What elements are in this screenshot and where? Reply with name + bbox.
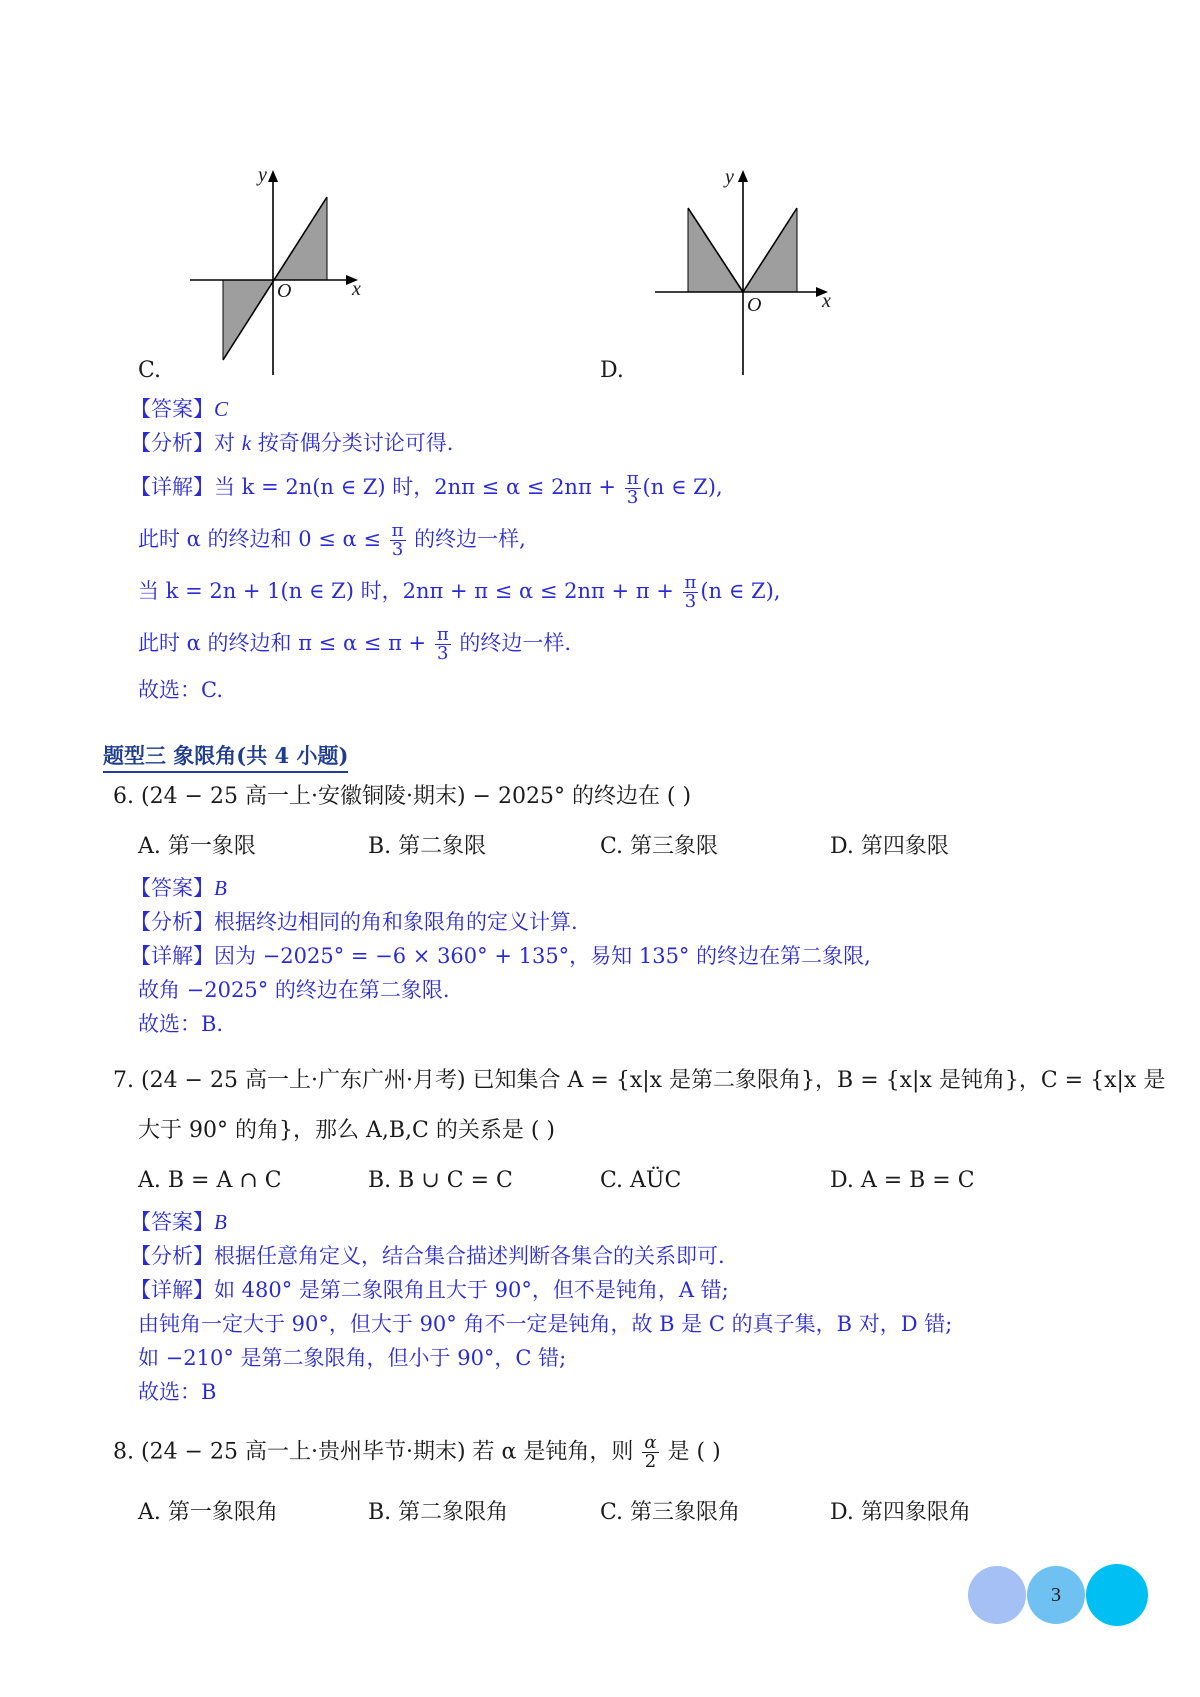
q5-answer-value: C xyxy=(214,397,229,421)
q7-answer-tag: 【答案】 xyxy=(130,1210,214,1234)
footer-circle-right xyxy=(1086,1564,1148,1626)
q5-detail-2-post: 的终边一样, xyxy=(407,527,526,551)
q8-stem-post: 是 ( ) xyxy=(660,1439,721,1465)
q6-analysis xyxy=(130,908,578,936)
q6-answer xyxy=(130,874,227,902)
footer-circle-left xyxy=(968,1566,1026,1624)
q7-analysis-tag: 【分析】 xyxy=(130,1244,214,1268)
q7-detail-3: 如 −210° 是第二象限角，但小于 90°，C 错; xyxy=(138,1346,567,1370)
fraction-numerator: π xyxy=(684,572,697,593)
q7-stem-line-1: 7. (24 − 25 高一上·广东广州·月考) 已知集合 A = {x|x 是第二象限角}，B = {x|x 是钝角}，C = {x|x 是 xyxy=(113,1068,1166,1093)
q6-option-c: C. 第三象限 xyxy=(600,834,719,859)
q5-detail-2-pre: 此时 α 的终边和 0 ≤ α ≤ xyxy=(138,527,388,551)
q8-fraction xyxy=(642,1434,658,1471)
fraction-numerator: α xyxy=(644,1432,657,1453)
graph-d-figure xyxy=(655,170,840,375)
fraction-numerator: π xyxy=(626,468,639,489)
q7-detail-tag: 【详解】 xyxy=(130,1278,214,1302)
q5-detail-2-fraction xyxy=(390,522,406,559)
q5-analysis-k: k xyxy=(241,431,252,455)
q5-analysis-post: 按奇偶分类讨论可得. xyxy=(251,431,454,455)
q7-analysis-text: 根据任意角定义，结合集合描述判断各集合的关系即可. xyxy=(214,1244,725,1268)
q5-detail-tag: 【详解】 xyxy=(130,475,214,499)
q6-stem: 6. (24 − 25 高一上·安徽铜陵·期末) − 2025° 的终边在 ( ) xyxy=(113,784,692,809)
q8-stem xyxy=(113,1434,721,1471)
graph-c-option-label: C. xyxy=(138,358,162,383)
q5-detail-3-pre: 当 k = 2n + 1(n ∈ Z) 时，2nπ + π ≤ α ≤ 2nπ + π + xyxy=(138,579,681,603)
q5-detail-1 xyxy=(130,470,723,507)
q6-option-d: D. 第四象限 xyxy=(830,834,949,859)
section-title: 题型三 象限角(共 4 小题) xyxy=(103,740,348,773)
q7-detail-2: 由钝角一定大于 90°，但大于 90° 角不一定是钝角，故 B 是 C 的真子集，B 对，D 错; xyxy=(138,1312,953,1336)
q6-detail-1 xyxy=(130,942,871,970)
graph-d-x-label: x xyxy=(822,290,831,312)
q5-analysis xyxy=(130,429,453,457)
graph-d-origin-label: O xyxy=(747,294,762,316)
q8-stem-pre: 8. (24 − 25 高一上·贵州毕节·期末) 若 α 是钝角，则 xyxy=(113,1439,641,1465)
q7-option-d: D. A = B = C xyxy=(830,1168,975,1193)
q5-detail-3-fraction xyxy=(683,574,699,611)
q7-answer xyxy=(130,1208,227,1236)
graph-c xyxy=(190,164,370,375)
fraction-denominator: 3 xyxy=(391,539,404,560)
q5-detail-3-post: (n ∈ Z), xyxy=(700,579,781,603)
q6-answer-tag: 【答案】 xyxy=(130,876,214,900)
fraction-denominator: 2 xyxy=(644,1451,657,1472)
graph-c-origin-label: O xyxy=(277,280,292,302)
q5-choose: 故选：C. xyxy=(138,678,223,702)
q5-detail-1-post: (n ∈ Z), xyxy=(642,475,723,499)
q5-detail-1-pre: 当 k = 2n(n ∈ Z) 时，2nπ ≤ α ≤ 2nπ + xyxy=(214,475,623,499)
q8-option-c: C. 第三象限角 xyxy=(600,1500,741,1525)
q7-analysis xyxy=(130,1242,725,1270)
q6-choose: 故选：B. xyxy=(138,1012,224,1036)
q7-stem-line-2: 大于 90° 的角}，那么 A,B,C 的关系是 ( ) xyxy=(138,1118,555,1143)
q6-detail-1-text: 因为 −2025° = −6 × 360° + 135°，易知 135° 的终边在第二象限, xyxy=(214,944,871,968)
q8-option-b: B. 第二象限角 xyxy=(368,1500,509,1525)
q6-option-b: B. 第二象限 xyxy=(368,834,487,859)
q5-detail-2 xyxy=(138,522,526,559)
fraction-numerator: π xyxy=(391,520,404,541)
q6-analysis-text: 根据终边相同的角和象限角的定义计算. xyxy=(214,910,578,934)
q5-analysis-pre: 对 xyxy=(214,431,242,455)
q7-detail-1-text: 如 480° 是第二象限角且大于 90°，但不是钝角，A 错; xyxy=(214,1278,729,1302)
graph-c-y-label: y xyxy=(258,164,267,186)
q5-detail-4 xyxy=(138,626,571,663)
q6-option-a: A. 第一象限 xyxy=(138,834,256,859)
graph-d-y-label: y xyxy=(725,166,734,188)
q6-answer-value: B xyxy=(214,876,227,900)
q7-answer-value: B xyxy=(214,1210,227,1234)
page-number: 3 xyxy=(1051,1583,1061,1606)
fraction-denominator: 3 xyxy=(684,591,697,612)
q7-option-c: C. AÜC xyxy=(600,1168,682,1193)
q8-option-d: D. 第四象限角 xyxy=(830,1500,971,1525)
q6-analysis-tag: 【分析】 xyxy=(130,910,214,934)
q5-answer-tag: 【答案】 xyxy=(130,397,214,421)
q5-detail-4-pre: 此时 α 的终边和 π ≤ α ≤ π + xyxy=(138,631,433,655)
q6-detail-2: 故角 −2025° 的终边在第二象限. xyxy=(138,978,450,1002)
q7-option-a: A. B = A ∩ C xyxy=(138,1168,282,1193)
q5-detail-4-post: 的终边一样. xyxy=(452,631,572,655)
q7-option-b: B. B ∪ C = C xyxy=(368,1168,513,1193)
q5-detail-4-fraction xyxy=(435,626,451,663)
graph-c-figure xyxy=(190,170,370,375)
fraction-denominator: 3 xyxy=(626,487,639,508)
q7-choose: 故选：B xyxy=(138,1380,217,1404)
graph-d xyxy=(655,166,840,375)
fraction-numerator: π xyxy=(436,624,449,645)
graph-d-option-label: D. xyxy=(600,358,624,383)
q8-option-a: A. 第一象限角 xyxy=(138,1500,278,1525)
q5-analysis-tag: 【分析】 xyxy=(130,431,214,455)
q5-answer xyxy=(130,395,228,423)
footer-circle-middle xyxy=(1027,1566,1085,1624)
q5-detail-1-fraction xyxy=(625,470,641,507)
graph-c-x-label: x xyxy=(352,278,361,300)
q6-detail-tag: 【详解】 xyxy=(130,944,214,968)
fraction-denominator: 3 xyxy=(437,643,449,664)
q7-detail-1 xyxy=(130,1276,729,1304)
q5-detail-3 xyxy=(138,574,780,611)
